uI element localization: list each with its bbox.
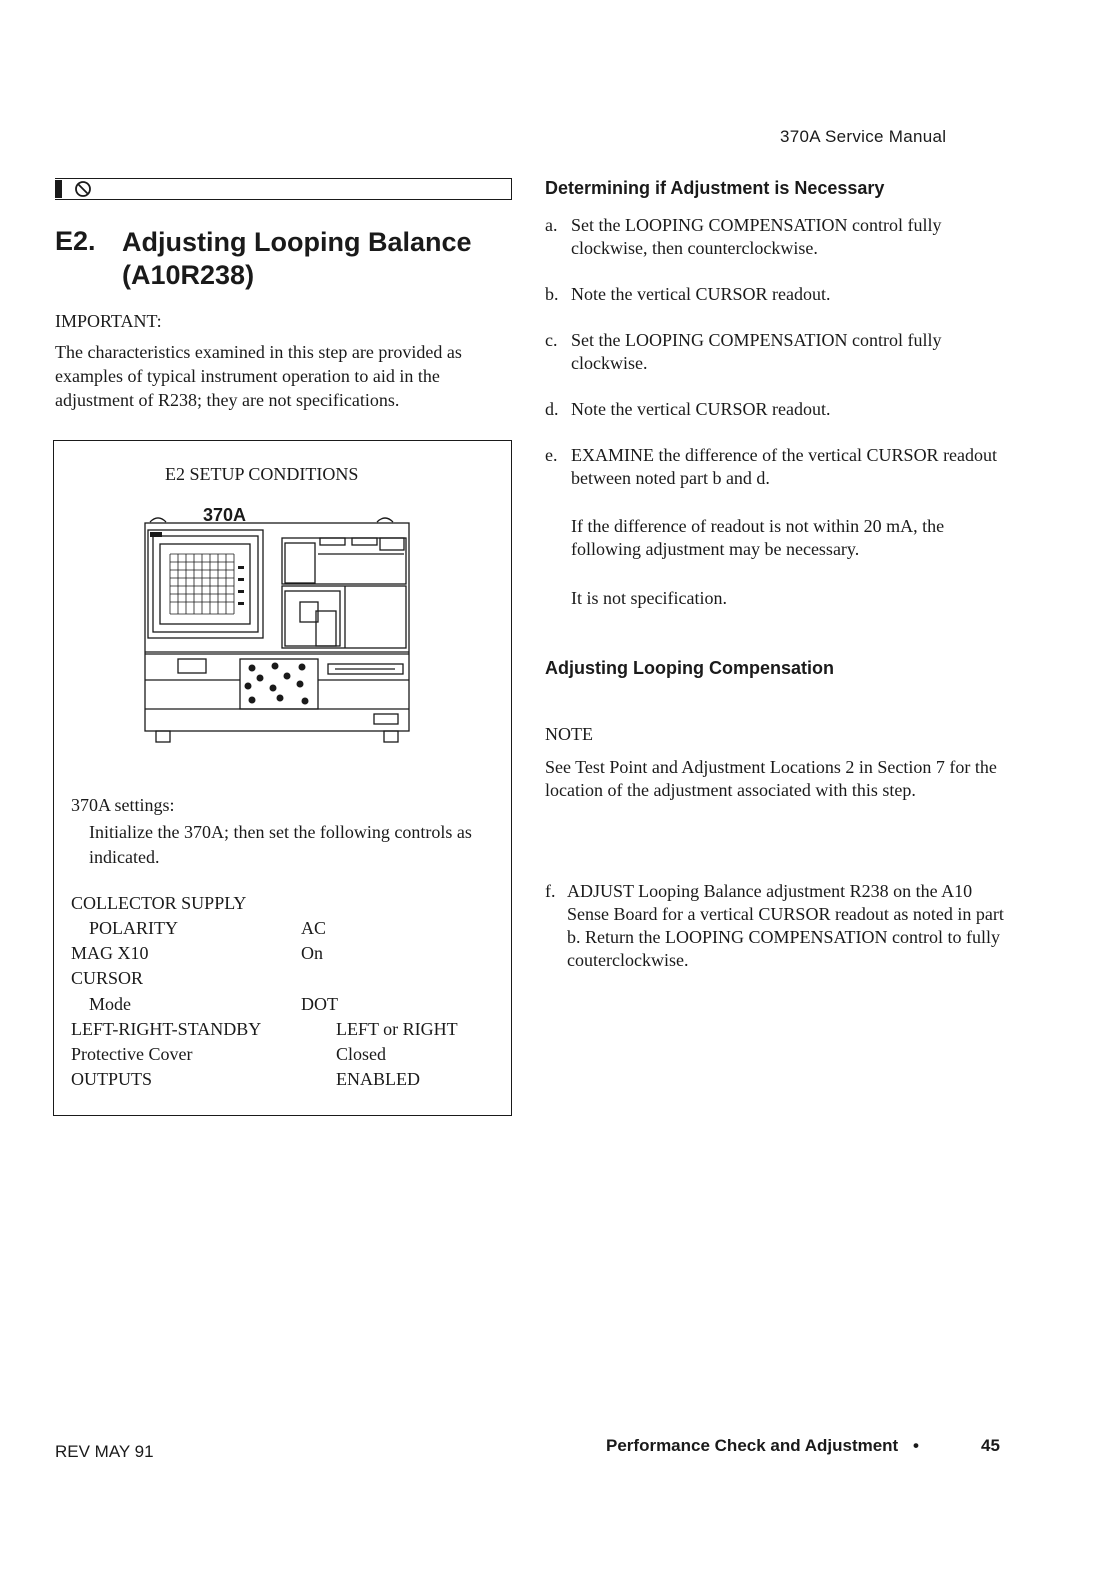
list-item (545, 283, 1005, 308)
setting-value: On (301, 943, 323, 963)
section-name: Performance Check and Adjustment (606, 1436, 899, 1455)
setting-name: CURSOR (71, 968, 144, 988)
instrument-front-panel-drawing (140, 516, 415, 748)
title-line-2: (A10R238) (122, 260, 255, 290)
determine-heading: Determining if Adjustment is Necessary (545, 178, 885, 198)
step-label: c. (545, 330, 558, 350)
step-label: f. (545, 881, 556, 901)
setting-value: Closed (336, 1044, 387, 1064)
important-text: The characteristics examined in this step are provided as examples of typical instrument operation to aid in the adjustment of R238; they are not specifications. (55, 342, 462, 410)
step-number: E2. (55, 226, 96, 256)
important-label: IMPORTANT: (55, 311, 162, 331)
list-item (545, 329, 1005, 379)
step-text: ADJUST Looping Balance adjustment R238 on the A10 Sense Board for a vertical CURSOR readout as noted in part b. Return the LOOPING COMPENSATION control to fully couterclockwise. (567, 881, 1004, 970)
setting-value: ENABLED (336, 1069, 420, 1089)
step-label: b. (545, 284, 559, 304)
page-number: 45 (981, 1436, 1000, 1455)
page-title (122, 226, 502, 292)
setting-value: AC (301, 918, 327, 938)
settings-intro: Initialize the 370A; then set the following controls as indicated. (89, 822, 472, 867)
step-label: d. (545, 399, 559, 419)
list-item (545, 214, 1005, 264)
setting-name: COLLECTOR SUPPLY (71, 893, 247, 913)
section-tab (55, 180, 62, 198)
instrument-model-label: 370A (203, 505, 247, 525)
manual-title: 370A Service Manual (780, 127, 947, 146)
step-text: Set the LOOPING COMPENSATION control fully clockwise, then counterclockwise. (571, 215, 942, 258)
difference-note: If the difference of readout is not within 20 mA, the following adjustment may be necessary. (571, 516, 945, 559)
adjust-heading: Adjusting Looping Compensation (545, 658, 834, 678)
setting-name: POLARITY (89, 918, 178, 938)
setting-name: OUTPUTS (71, 1069, 153, 1089)
revision-date: REV MAY 91 (55, 1442, 154, 1461)
footer-section-name (606, 1436, 919, 1456)
step-text: Note the vertical CURSOR readout. (571, 399, 831, 419)
step-label: a. (545, 215, 558, 235)
list-item (545, 398, 1005, 423)
setting-name: MAG X10 (71, 943, 149, 963)
title-line-1: Adjusting Looping Balance (122, 227, 472, 257)
note-label: NOTE (545, 724, 593, 744)
step-text: EXAMINE the difference of the vertical CURSOR readout between noted part b and d. (571, 445, 998, 488)
note-text: See Test Point and Adjustment Locations 2 in Section 7 for the location of the adjustment associated with this step. (545, 757, 997, 800)
section-rule (55, 178, 512, 200)
step-text: Note the vertical CURSOR readout. (571, 284, 831, 304)
step-text: Set the LOOPING COMPENSATION control fully clockwise. (571, 330, 942, 373)
section-marker-bar (55, 178, 512, 200)
setting-value: LEFT or RIGHT (336, 1019, 458, 1039)
list-item (545, 444, 1005, 494)
settings-heading: 370A settings: (71, 795, 175, 815)
bullet-separator: • (912, 1436, 919, 1455)
setup-title: E2 SETUP CONDITIONS (165, 464, 359, 484)
setting-name: Protective Cover (71, 1044, 193, 1064)
prohibited-icon (73, 179, 93, 199)
setting-value: DOT (301, 994, 338, 1014)
setting-name: Mode (89, 994, 131, 1014)
step-label: e. (545, 445, 558, 465)
list-item (545, 880, 1005, 976)
specification-note: It is not specification. (571, 588, 727, 608)
setting-name: LEFT-RIGHT-STANDBY (71, 1019, 262, 1039)
